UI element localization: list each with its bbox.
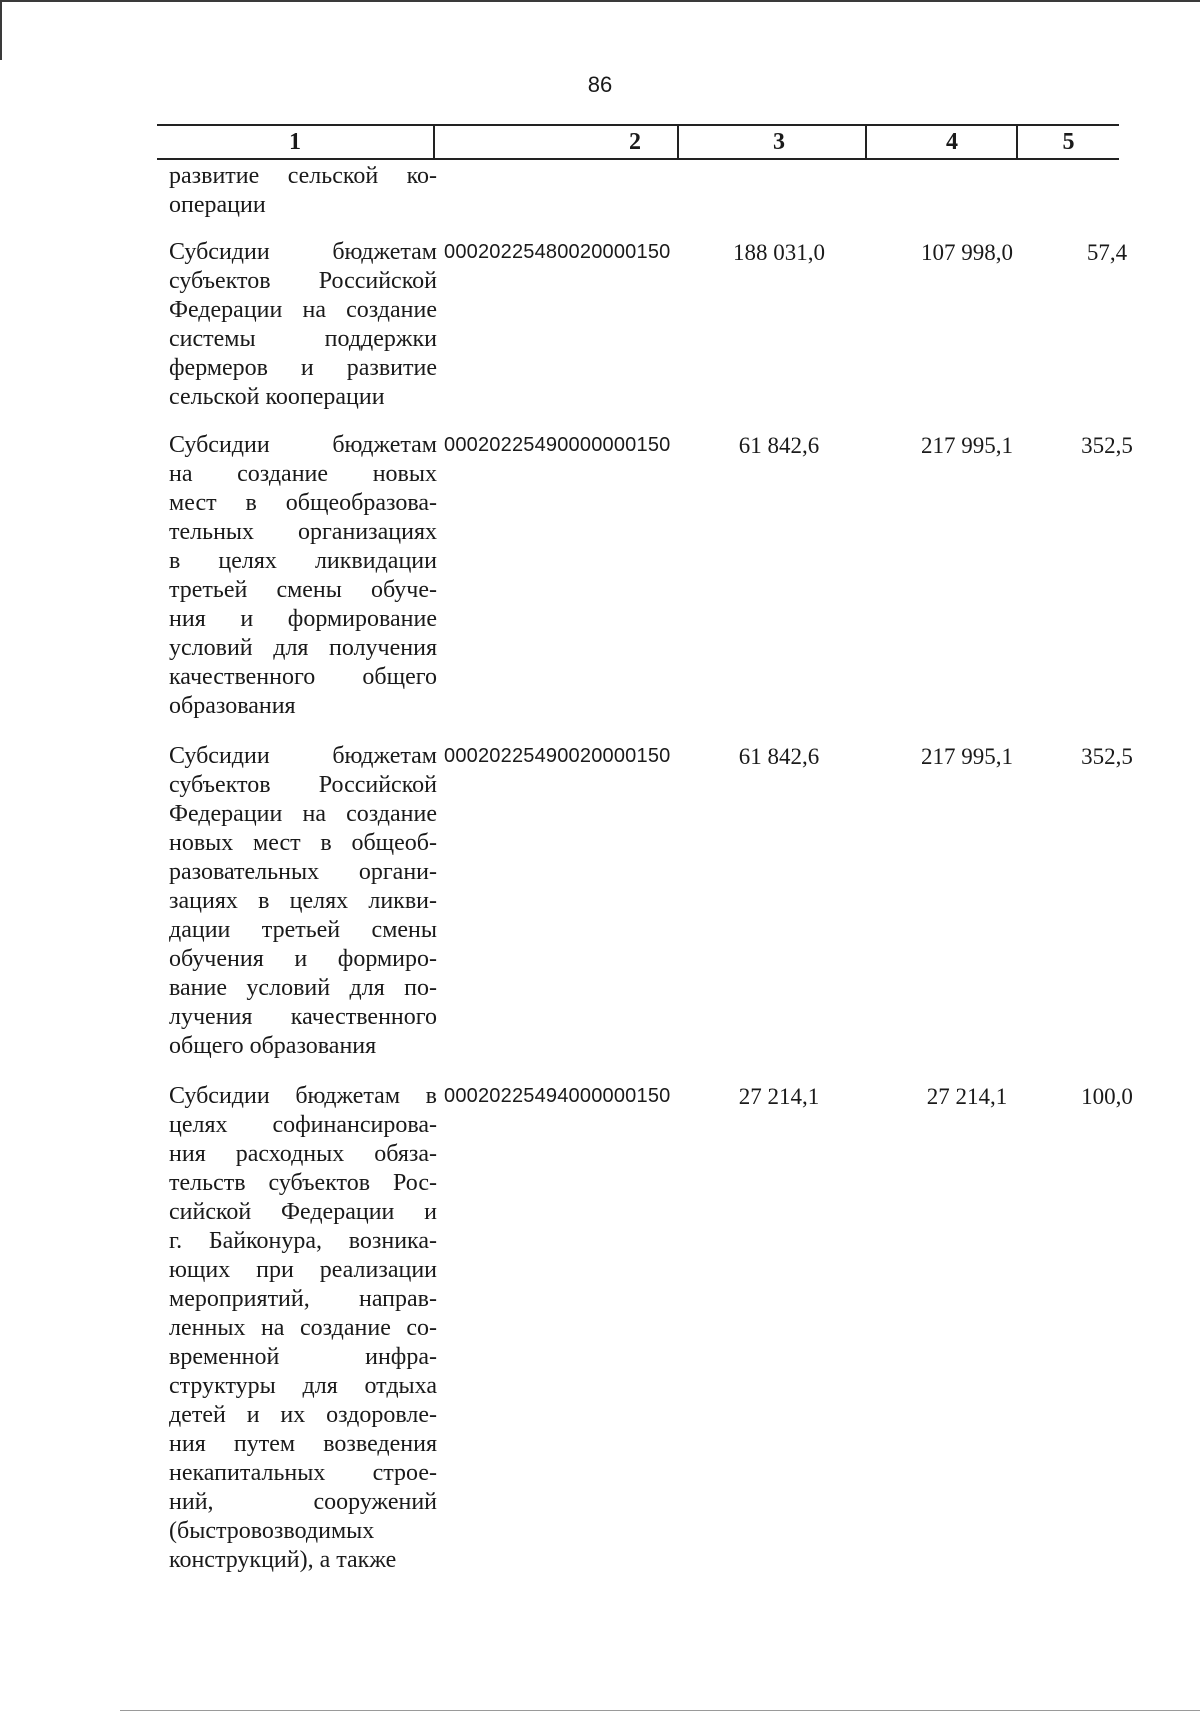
description-line: общего образования bbox=[169, 1033, 377, 1059]
table-header-bottom-rule bbox=[157, 158, 1119, 160]
value-col4: 217 995,1 bbox=[921, 433, 1013, 458]
description-line: Субсидии бюджетам в bbox=[169, 1083, 437, 1109]
description-line: новых мест в общеоб- bbox=[169, 830, 437, 856]
value-col5: 352,5 bbox=[1081, 744, 1133, 769]
description-line: мест в общеобразова- bbox=[169, 490, 437, 516]
page-number: 86 bbox=[587, 72, 613, 97]
description-line: фермеров и развитие bbox=[169, 355, 437, 381]
value-col4: 27 214,1 bbox=[926, 1084, 1008, 1109]
value-col3: 27 214,1 bbox=[738, 1084, 820, 1109]
column-header-5: 5 bbox=[1062, 129, 1075, 155]
description-line: развитие сельской ко- bbox=[169, 163, 437, 189]
description-line: ния путем возведения bbox=[169, 1431, 437, 1457]
description-line: ния расходных обяза- bbox=[169, 1141, 437, 1167]
description-line: операции bbox=[169, 192, 266, 218]
row-description bbox=[169, 238, 437, 412]
description-line: вание условий для по- bbox=[169, 975, 437, 1001]
scan-edge-left bbox=[0, 0, 2, 60]
budget-code: 00020225494000000150 bbox=[444, 1085, 671, 1107]
value-col5: 100,0 bbox=[1081, 1084, 1133, 1109]
row-description bbox=[169, 162, 437, 220]
description-line: системы поддержки bbox=[169, 326, 437, 352]
table-row bbox=[157, 162, 1119, 220]
table-row bbox=[157, 742, 1133, 1061]
description-line: разовательных органи- bbox=[169, 859, 437, 885]
value-col4: 217 995,1 bbox=[921, 744, 1013, 769]
description-line: на создание новых bbox=[169, 461, 437, 487]
value-col3: 61 842,6 bbox=[738, 744, 820, 769]
description-line: дации третьей смены bbox=[169, 917, 437, 943]
description-line: ний, сооружений bbox=[169, 1489, 437, 1515]
description-line: структуры для отдыха bbox=[169, 1373, 437, 1399]
value-col5: 57,4 bbox=[1086, 240, 1128, 265]
budget-code: 00020225490020000150 bbox=[444, 745, 671, 767]
table-header-row bbox=[157, 126, 1119, 158]
description-line: тельств субъектов Рос- bbox=[169, 1170, 437, 1196]
column-header-2: 2 bbox=[629, 129, 641, 155]
description-line: ленных на создание со- bbox=[169, 1315, 437, 1341]
row-description bbox=[169, 742, 437, 1061]
description-line: обучения и формиро- bbox=[169, 946, 437, 972]
table-row bbox=[157, 238, 1128, 412]
description-line: ющих при реализации bbox=[169, 1257, 437, 1283]
description-line: г. Байконура, возника- bbox=[169, 1228, 437, 1254]
scan-edge-bottom bbox=[120, 1710, 1200, 1711]
description-line: детей и их оздоровле- bbox=[169, 1402, 437, 1428]
description-line: условий для получения bbox=[169, 635, 437, 661]
value-col4: 107 998,0 bbox=[921, 240, 1013, 265]
description-line: Субсидии бюджетам bbox=[169, 743, 437, 769]
description-line: некапитальных строе- bbox=[169, 1460, 437, 1486]
description-line: Субсидии бюджетам bbox=[169, 432, 437, 458]
description-line: качественного общего bbox=[169, 664, 437, 690]
description-line: субъектов Российской bbox=[169, 268, 437, 294]
column-header-3: 3 bbox=[773, 129, 785, 155]
description-line: конструкций), а также bbox=[169, 1547, 397, 1573]
column-header-1: 1 bbox=[289, 129, 301, 155]
description-line: (быстровозводимых bbox=[169, 1518, 375, 1544]
description-line: Федерации на создание bbox=[169, 801, 437, 827]
description-line: временной инфра- bbox=[169, 1344, 437, 1370]
description-line: ния и формирование bbox=[169, 606, 437, 632]
value-col3: 188 031,0 bbox=[733, 240, 825, 265]
description-line: третьей смены обуче- bbox=[169, 577, 437, 603]
row-description bbox=[169, 431, 437, 721]
table-row bbox=[157, 1082, 1133, 1575]
table-row bbox=[157, 431, 1133, 721]
description-line: зациях в целях ликви- bbox=[169, 888, 437, 914]
column-header-4: 4 bbox=[946, 129, 958, 155]
description-line: целях софинансирова- bbox=[169, 1112, 437, 1138]
budget-code: 00020225490000000150 bbox=[444, 434, 671, 456]
row-description bbox=[169, 1082, 437, 1575]
description-line: лучения качественного bbox=[169, 1004, 437, 1030]
description-line: Субсидии бюджетам bbox=[169, 239, 437, 265]
description-line: сельской кооперации bbox=[169, 384, 385, 410]
description-line: сийской Федерации и bbox=[169, 1199, 437, 1225]
description-line: субъектов Российской bbox=[169, 772, 437, 798]
value-col3: 61 842,6 bbox=[738, 433, 820, 458]
scan-edge-top bbox=[0, 0, 1200, 2]
budget-code: 00020225480020000150 bbox=[444, 241, 671, 263]
description-line: мероприятий, направ- bbox=[169, 1286, 437, 1312]
description-line: Федерации на создание bbox=[169, 297, 437, 323]
description-line: тельных организациях bbox=[169, 519, 437, 545]
value-col5: 352,5 bbox=[1081, 433, 1133, 458]
description-line: в целях ликвидации bbox=[169, 548, 437, 574]
description-line: образования bbox=[169, 693, 296, 719]
